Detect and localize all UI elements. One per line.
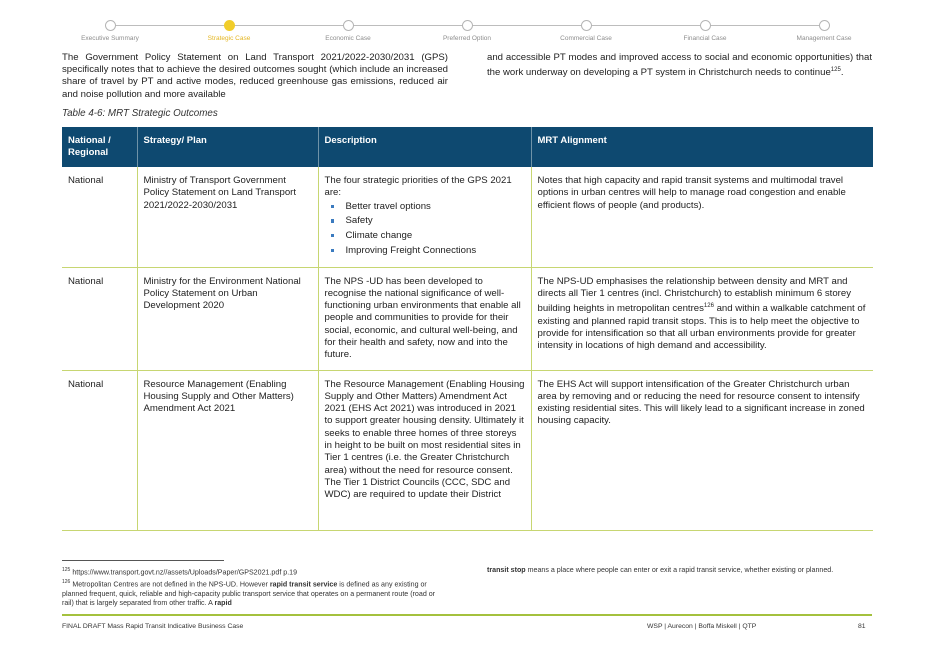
footnote-ref[interactable]: 125 [830,67,841,74]
step-dot [819,20,830,31]
list-item: Climate change [325,230,525,242]
list-item: Improving Freight Connections [325,245,525,257]
cell-alignment: The NPS-UD emphasises the relationship between density and MRT and directs all Tier 1 centres (incl. Christchurch) to establish minimum 6 storey building heights in metropolitan centres$^{126}$ and within a walkable catchment of existing and planned rapid transit stops. This is to help meet the objective to provide for intensification so that all urban environments provide for greater intensity in locations of high demand and accessibility. [531,267,873,370]
cell-level: National [62,167,137,267]
cell-strategy: Ministry of Transport Government Policy Statement on Land Transport 2021/2022-2030/2031 [137,167,318,267]
step-label: Executive Summary [81,35,139,42]
header-strategy-plan: Strategy/ Plan [137,127,318,167]
step-label: Strategic Case [207,35,251,42]
footer-rule [62,614,872,616]
description-text: The four strategic priorities of the GPS 2021 are: [324,175,512,199]
step-label: Economic Case [325,35,371,42]
intro-paragraph-left: The Government Policy Statement on Land Transport 2021/2022-2030/2031 (GPS) specifically notes that to achieve the desired outcomes sought (which include an increased share of travel by PT and active modes, reduced greenhouse gas emissions, reduced air and noise pollution and more available [62,52,448,100]
nav-step-commercial-case[interactable] [536,16,636,42]
cell-description: The Resource Management (Enabling Housing Supply and Other Matters) Amendment Act 2021 (EHS Act 2021) was introduced in 2021 to support greater housing density. Ultimately it seeks to enable three homes of three storeys in height to be built on most residential sites in Tier 1 centres (i.e. the Greater Christchurch area) without the need for resource consent. The Tier 1 District Councils (CCC, SDC and WDC) are required to update their District [318,370,531,530]
cell-alignment: The EHS Act will support intensification of the Greater Christchurch urban area by removing and or reducing the need for resource consent to intensify existing residential sites. This will likely lead to a significant increase in zoned housing capacity. [531,370,873,530]
footnotes-left [62,566,448,608]
table-row [62,167,873,267]
step-label: Preferred Option [442,35,492,42]
nav-step-management-case[interactable] [774,16,874,42]
step-label: Commercial Case [560,35,612,42]
step-label: Management Case [796,35,852,42]
cell-description: The NPS -UD has been developed to recognise the national significance of well-functioning urban environments that enable all people and communities to provide for their social, economic, and cultural well-being, and for their health and safety, now and into the future. [318,267,531,370]
list-item: Safety [325,215,525,227]
footer-authors: WSP | Aurecon | Boffa Miskell | QTP [647,623,757,630]
header-description: Description [318,127,531,167]
nav-step-executive-summary[interactable] [60,16,160,42]
table-caption: Table 4-6: MRT Strategic Outcomes [62,108,218,119]
intro-right-text: and accessible PT modes and improved access to social and economic opportunities) that the work underway on developing a PT system in Christchurch needs to continue [487,52,872,79]
footnote-ref[interactable]: 126 [703,303,714,310]
page-number: 81 [858,623,866,630]
step-dot-active [224,20,235,31]
nav-step-strategic-case[interactable] [179,16,279,42]
step-dot [105,20,116,31]
intro-paragraph-right: and accessible PT modes and improved access to social and economic opportunities) that the work underway on developing a PT system in Christchurch needs to continue$^{125}$. [487,52,872,79]
cell-strategy: Resource Management (Enabling Housing Supply and Other Matters) Amendment Act 2021 [137,370,318,530]
table-header-row [62,127,873,167]
step-dot [343,20,354,31]
nav-step-financial-case[interactable] [655,16,755,42]
cell-level: National [62,370,137,530]
footnote-link[interactable]: https://www.transport.govt.nz//assets/Uploads/Paper/GPS2021.pdf p.19 [70,568,298,577]
cell-level: National [62,267,137,370]
step-dot [700,20,711,31]
header-mrt-alignment: MRT Alignment [531,127,873,167]
list-item: Better travel options [325,201,525,213]
nav-step-economic-case[interactable] [298,16,398,42]
footnote-126: $^{126}$ Metropolitan Centres are not defined in the NPS-UD. However rapid transit service is defined as any existing or planned frequent, quick, reliable and high-capacity public transport service that operates on a permanent route (road or rail) that is largely separated from other traffic. A rapid [62,578,436,607]
table-row [62,370,873,530]
step-dot [462,20,473,31]
progress-nav [62,16,872,48]
footnotes-right: transit stop means a place where people can enter or exit a rapid transit service, whether existing or planned. [487,566,834,574]
footnote-125: $^{125}$ https://www.transport.govt.nz//assets/Uploads/Paper/GPS2021.pdf p.19 [62,567,298,577]
step-dot [581,20,592,31]
header-national-regional: National / Regional [62,127,137,167]
footnote-divider [62,560,224,561]
nav-step-preferred-option[interactable] [417,16,517,42]
cell-description [318,167,531,267]
cell-strategy: Ministry for the Environment National Policy Statement on Urban Development 2020 [137,267,318,370]
step-label: Financial Case [683,35,727,42]
footer-document-title: FINAL DRAFT Mass Rapid Transit Indicative Business Case [62,623,244,630]
cell-alignment: Notes that high capacity and rapid transit systems and multimodal travel options in urban centres will help to manage road congestion and enable efficient flows of people (and products). [531,167,873,267]
table-row [62,267,873,370]
priority-list [325,201,525,257]
mrt-strategic-outcomes-table [62,127,873,531]
